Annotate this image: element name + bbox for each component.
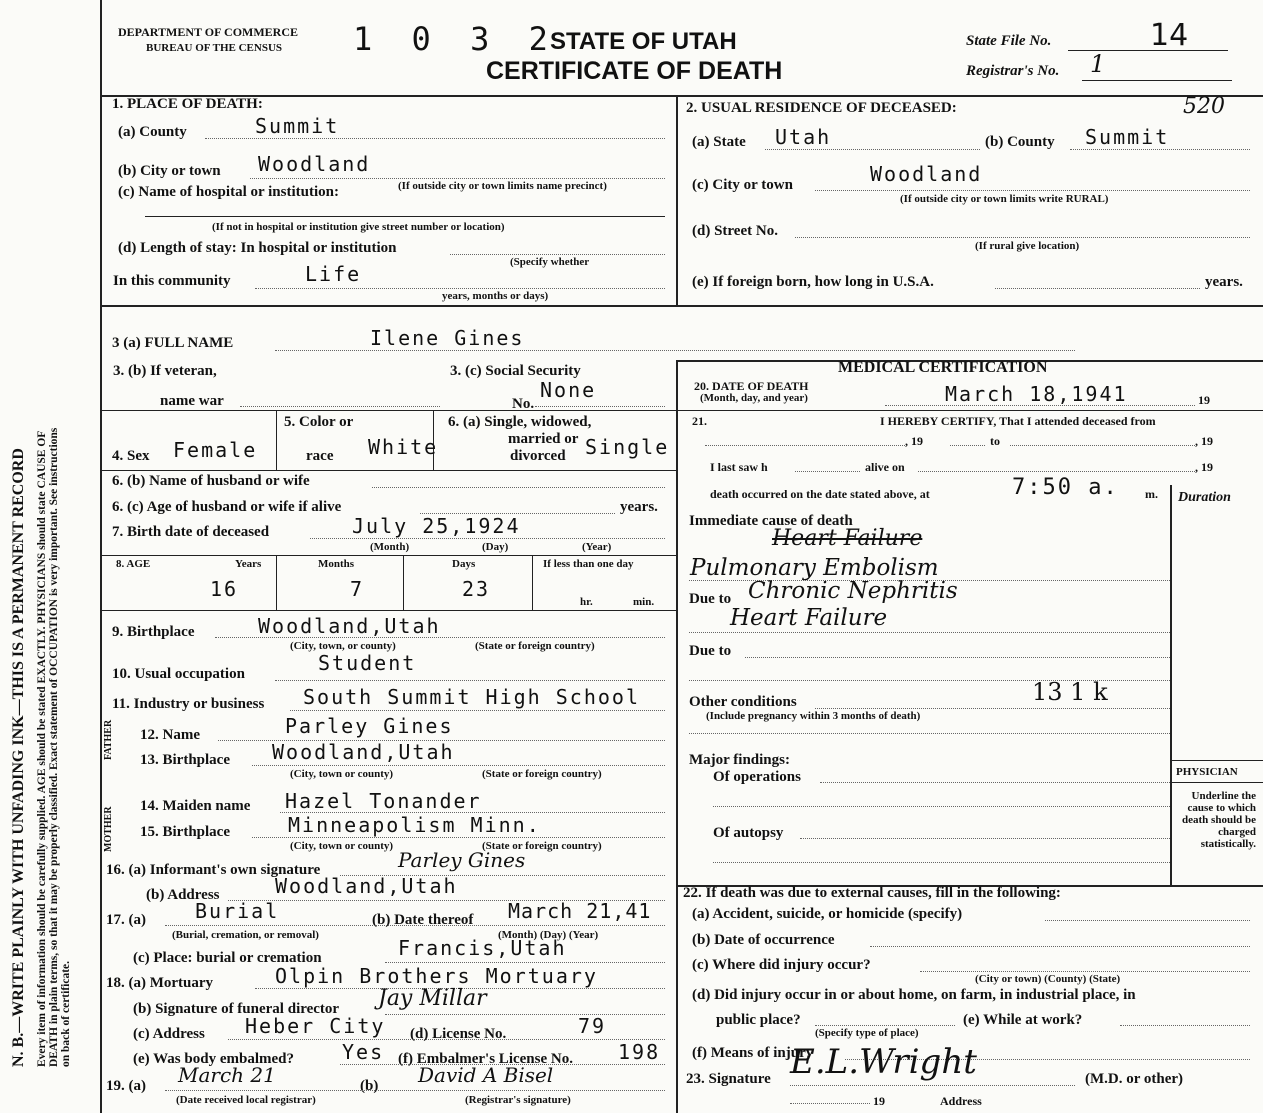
external-public-label: public place? [716,1012,801,1028]
husband-name-label: 6. (b) Name of husband or wife [112,473,310,489]
burial-method: Burial [195,899,280,923]
line [275,680,665,681]
residence-foreign-label: (e) If foreign born, how long in U.S.A. [692,274,934,290]
medical-heading: MEDICAL CERTIFICATION [838,359,1048,376]
marital-status: Single [585,435,670,459]
line [290,710,665,711]
mother-maiden-name: Hazel Tonander [285,789,482,813]
external-d-label: (d) Did injury occur in or about home, on farm, in industrial place, in [692,987,1136,1003]
external-a-label: (a) Accident, suicide, or homicide (specify) [692,906,963,922]
date-of-death: March 18,1941 [945,382,1128,406]
father-state-note: (State or foreign country) [482,768,602,780]
informant-signature: Parley Gines [398,848,526,872]
death-occurred-label: death occurred on the date stated above, at [710,487,930,501]
place-ymd: years, months or days) [442,290,549,302]
line [165,925,665,926]
birth-year-note: (Year) [582,541,612,553]
burial-place: Francis,Utah [398,936,567,960]
father-side-label: FATHER [103,719,114,760]
residence-street-note: (If rural give location) [975,240,1080,252]
last-saw-label: I last saw h [710,460,768,474]
funeral-director-signature: Jay Millar [378,986,487,1011]
alive-on-19: , 19 [1195,460,1213,474]
residence-state: Utah [775,125,832,149]
funeral-director-label: (b) Signature of funeral director [133,1001,340,1017]
document-title: CERTIFICATE OF DEATH [486,57,783,85]
line [815,190,1250,191]
sidebar-line-3: DEATH in plain terms, so that it may be properly classified. Exact statement of OCCUPATION is very important. See instructions [48,427,60,1067]
time-m: m. [1145,487,1158,501]
line [820,782,1170,783]
birthplace-state-note: (State or foreign country) [475,640,595,652]
age-hr: hr. [580,596,593,608]
line [100,470,676,471]
other-conditions-note: (Include pregnancy within 3 months of death) [706,710,921,722]
husband-age-years: years. [620,499,658,515]
age-years-header: Years [235,558,262,570]
other-conditions-label: Other conditions [689,694,797,710]
occupation: Student [318,651,417,675]
informant-signature-label: 16. (a) Informant's own signature [106,862,321,878]
autopsy-label: Of autopsy [713,825,784,841]
color-label: 5. Color or [284,414,354,430]
line [765,149,980,150]
father-birthplace: Woodland,Utah [272,740,455,764]
veteran-label: 3. (b) If veteran, [113,363,217,379]
address-label: Address [940,1094,982,1108]
residence-county-label: (b) County [985,134,1055,150]
industry: South Summit High School [303,685,640,709]
burial-date: March 21,41 [508,899,652,923]
line [228,1039,665,1040]
age-days: 23 [462,577,491,601]
due-to-cause-2: Heart Failure [730,605,888,631]
physician-label: PHYSICIAN [1176,766,1238,778]
line [240,406,440,407]
date-received-note: (Date received local registrar) [176,1094,316,1106]
duration-header: Duration [1178,490,1231,505]
date-of-death-note: (Month, day, and year) [700,392,808,404]
registrar-item-label: 19. (a) [106,1078,146,1094]
mortuary-label: 18. (a) Mortuary [106,975,214,991]
embalmed-label: (e) Was body embalmed? [133,1051,294,1067]
license-label: (d) License No. [410,1026,507,1042]
birth-month-note: (Month) [370,541,410,553]
external-specify-place: (Specify type of place) [815,1027,919,1039]
birth-date: July 25,1924 [352,514,521,538]
line [535,406,665,407]
operations-label: Of operations [713,769,801,785]
due-to-label-1: Due to [689,591,732,607]
mother-city-note: (City, town or county) [290,840,394,852]
line [885,405,1195,406]
line [1045,920,1250,921]
birthplace: Woodland,Utah [258,614,441,638]
date-of-death-label: 20. DATE OF DEATH [694,379,809,393]
frame-duration [1170,485,1172,885]
line [705,445,905,446]
line [275,350,1075,351]
line [713,862,1170,863]
residence-city: Woodland [870,162,983,186]
underline-note: Underline the cause to which death should be charged statistically. [1182,790,1256,850]
birthplace-city-note: (City, town, or county) [290,640,396,652]
place-city: Woodland [258,152,371,176]
line [920,971,1250,972]
immediate-cause-label: Immediate cause of death [689,513,853,529]
age-less-header: If less than one day [543,558,634,570]
age-years: 16 [210,577,239,601]
date-received: March 21 [178,1063,276,1087]
residence-city-note: (If outside city or town limits write RURAL) [900,193,1109,205]
place-county-label: (a) County [118,124,187,140]
occupation-label: 10. Usual occupation [112,666,245,682]
race-value: White [368,435,439,459]
line [1010,445,1195,446]
line [100,555,676,556]
line [795,471,860,472]
burial-item-label: 17. (a) [106,912,146,928]
due-to-label-2: Due to [689,643,732,659]
place-community: Life [305,262,362,286]
place-community-label: In this community [113,273,231,289]
place-heading: 1. PLACE OF DEATH: [112,96,263,112]
sidebar-line-1: N. B.—WRITE PLAINLY WITH UNFADING INK—THIS IS A PERMANENT RECORD [10,448,27,1067]
line [689,632,1170,633]
line [310,538,665,539]
frame-left [100,0,102,1113]
line [165,1090,665,1091]
residence-code: 520 [1183,94,1225,119]
line [995,288,1200,289]
line [790,1103,870,1104]
line [385,1014,665,1015]
external-heading: 22. If death was due to external causes, fill in the following: [683,885,1061,901]
burial-method-note: (Burial, cremation, or removal) [172,929,319,941]
immediate-cause: Pulmonary Embolism [690,555,939,581]
husband-age-label: 6. (c) Age of husband or wife if alive [112,499,342,515]
line [372,487,665,488]
social-security-label: 3. (c) Social Security [450,363,581,379]
sex-label: 4. Sex [112,448,150,464]
certify-to-19: , 19 [1195,434,1213,448]
residence-state-label: (a) State [692,134,746,150]
birthplace-label: 9. Birthplace [112,624,195,640]
age-min: min. [633,596,655,608]
embalmer-license-label: (f) Embalmer's License No. [398,1051,573,1067]
mortuary-address: Heber City [245,1014,386,1038]
registrar-signature: David A Bisel [418,1063,554,1087]
line [145,216,665,217]
line [815,1025,955,1026]
father-city-note: (City, town or county) [290,768,394,780]
state-file-label: State File No. [966,33,1052,49]
full-name: Ilene Gines [370,326,525,350]
frame-mid-bottom [676,360,678,1113]
line [250,178,665,179]
external-b-label: (b) Date of occurrence [692,932,835,948]
line [205,138,665,139]
line [689,733,1170,734]
certificate-number: 1 0 3 2 [353,20,558,58]
mother-birthplace-label: 15. Birthplace [140,824,230,840]
line [276,410,277,470]
registrar-label: Registrar's No. [966,63,1060,79]
line [795,237,1250,238]
line [815,708,1170,709]
date-of-death-19: 19 [1198,393,1210,407]
registrar-value: 1 [1090,50,1106,78]
line [252,765,665,766]
birth-day-note: (Day) [482,541,509,553]
residence-city-label: (c) City or town [692,177,793,193]
state-title: STATE OF UTAH [550,28,737,55]
line [790,1085,1075,1086]
registrar-signature-note: (Registrar's signature) [465,1094,571,1106]
line [276,555,277,610]
sidebar-instructions [10,67,90,1067]
sidebar-line-4: on back of certificate. [60,960,72,1067]
signature-label: 23. Signature [686,1071,771,1087]
external-c-note: (City or town) (County) (State) [975,973,1121,985]
section-rule-1 [100,305,1263,307]
age-months: 7 [350,577,365,601]
age-label: 8. AGE [116,558,151,570]
line [255,288,665,289]
other-conditions-mark: 13 1 k [1032,678,1108,706]
social-security-no: None [540,378,597,402]
father-name-label: 12. Name [140,727,200,743]
name-war-label: name war [160,393,224,409]
burial-date-label: (b) Date thereof [372,912,474,928]
mortuary: Olpin Brothers Mortuary [275,964,598,988]
line [1070,149,1250,150]
marital-label-3: divorced [510,448,566,464]
certify-text: I HEREBY CERTIFY, That I attended deceased from [880,414,1156,428]
physician-signature: E.L.Wright [790,1042,977,1082]
line [800,838,1170,839]
industry-label: 11. Industry or business [112,696,265,712]
line [1170,760,1263,761]
place-street-note: (If not in hospital or institution give street number or location) [212,221,505,233]
md-label: (M.D. or other) [1085,1071,1184,1087]
registrar-b-label: (b) [360,1078,379,1094]
line [532,555,533,610]
line [676,410,1263,411]
place-city-label: (b) City or town [118,163,221,179]
certify-from-19: , 19 [905,434,923,448]
line [450,254,665,255]
line [252,837,665,838]
race-label: race [306,448,334,464]
line [385,962,665,963]
item-21-label: 21. [692,414,707,428]
license-number: 79 [578,1014,607,1038]
due-to-cause-1: Chronic Nephritis [748,578,958,604]
age-months-header: Months [318,558,355,570]
mortuary-address-label: (c) Address [133,1026,205,1042]
time-of-death: 7:50 a. [1012,475,1119,500]
informant-address-label: (b) Address [146,887,220,903]
father-birthplace-label: 13. Birthplace [140,752,230,768]
header-rule [100,95,1263,97]
social-security-no-label: No. [512,396,535,412]
mother-state-note: (State or foreign country) [482,840,602,852]
burial-place-label: (c) Place: burial or cremation [133,950,322,966]
line [713,806,1170,807]
line [100,410,676,411]
marital-label-1: 6. (a) Single, widowed, [448,414,592,430]
line [870,946,1250,947]
dept-label: DEPARTMENT OF COMMERCE [118,25,299,39]
line [918,471,1195,472]
marital-label-2: married or [508,431,579,447]
frame-mid-top [676,95,678,307]
residence-years: years. [1205,274,1243,290]
line [100,610,676,611]
line [1170,782,1263,783]
mother-maiden-label: 14. Maiden name [140,798,251,814]
state-file-value: 14 [1150,18,1189,53]
birth-date-label: 7. Birth date of deceased [112,524,270,540]
informant-address: Woodland,Utah [275,874,458,898]
full-name-label: 3 (a) FULL NAME [112,335,234,351]
external-e-label: (e) While at work? [963,1012,1083,1028]
line [950,445,985,446]
bureau-label: BUREAU OF THE CENSUS [146,42,283,54]
place-county: Summit [255,114,340,138]
age-days-header: Days [452,558,476,570]
mother-birthplace: Minneapolism Minn. [288,813,541,837]
line [403,555,404,610]
major-findings-label: Major findings: [689,752,790,768]
place-specify: (Specify whether [510,256,590,268]
father-name: Parley Gines [285,714,454,738]
place-stay-label: (d) Length of stay: In hospital or institution [118,240,397,256]
registrar-line [1082,80,1232,81]
struck-cause: Heart Failure [772,526,923,551]
signature-19: 19 [873,1094,885,1108]
place-hospital-note: (If outside city or town limits name precinct) [398,180,607,192]
burial-date-note: (Month) (Day) (Year) [498,929,599,941]
residence-heading: 2. USUAL RESIDENCE OF DECEASED: [686,100,957,116]
residence-street-label: (d) Street No. [692,223,778,239]
place-hospital-label: (c) Name of hospital or institution: [118,184,339,200]
external-f-label: (f) Means of injury [692,1045,814,1061]
certify-to: to [990,434,1000,448]
external-c-label: (c) Where did injury occur? [692,957,871,973]
sex-value: Female [173,438,258,462]
line [1120,1025,1250,1026]
embalmer-license: 198 [618,1040,661,1064]
line [215,637,665,638]
line [745,657,1170,658]
mother-side-label: MOTHER [103,806,114,852]
alive-on-label: alive on [865,460,905,474]
embalmed-value: Yes [342,1040,385,1064]
residence-county: Summit [1085,125,1170,149]
sidebar-line-2: Every item of information should be carefully supplied. AGE should be stated EXACTLY. PHYSICIANS should state CAUSE OF [36,430,48,1067]
